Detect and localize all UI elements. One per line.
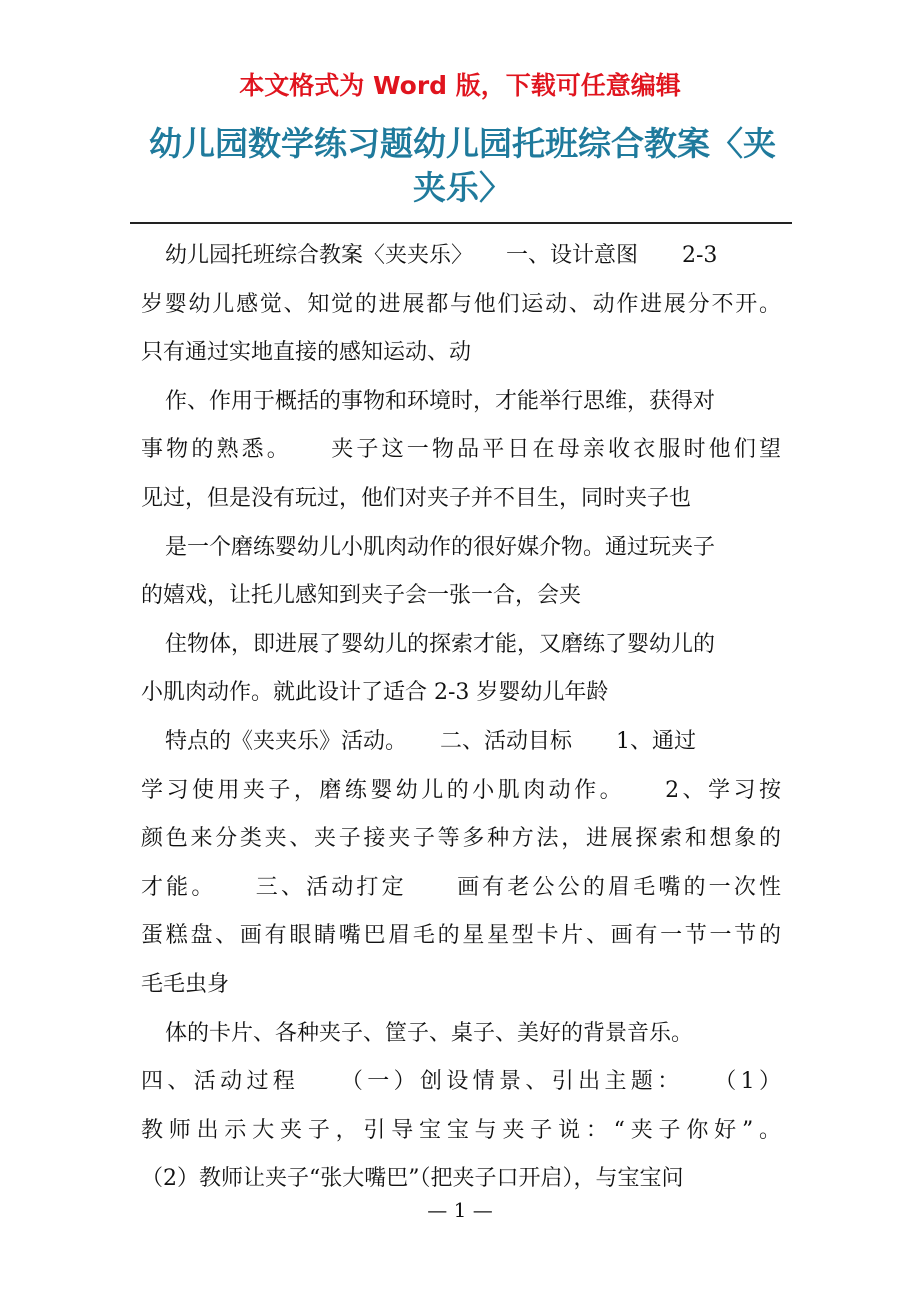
body-line: 毛毛虫身 (141, 971, 230, 997)
body-line: 见过，但是没有玩过，他们对夹子并不目生，同时夹子也 (141, 485, 692, 511)
document-body (141, 232, 781, 1204)
document-title: 幼儿园数学练习题幼儿园托班综合教案〈夹夹乐〉 (149, 124, 776, 207)
body-line: 四、活动过程 （一）创设情景、引出主题： （1） (141, 1069, 781, 1095)
body-line: 特点的《夹夹乐》活动。 二、活动目标 1、通过 (165, 728, 696, 754)
body-line: 的嬉戏，让托儿感知到夹子会一张一合，会夹 (141, 583, 582, 609)
body-line: 颜色来分类夹、夹子接夹子等多种方法，进展探索和想象的 (141, 826, 781, 852)
page-number: — 1 — (427, 1198, 493, 1222)
body-line: 学习使用夹子，磨练婴幼儿的小肌肉动作。 2、学习按 (141, 777, 781, 803)
body-line: 是一个磨练婴幼儿小肌肉动作的很好媒介物。通过玩夹子 (165, 534, 716, 560)
body-line: 教师出示大夹子，引导宝宝与夹子说：“夹子你好”。 (141, 1117, 781, 1143)
body-line: 岁婴幼儿感觉、知觉的进展都与他们运动、动作进展分不开。 (141, 291, 781, 317)
title-divider (130, 222, 792, 224)
format-notice: 本文格式为 Word 版，下载可任意编辑 (239, 71, 681, 100)
body-line: 幼儿园托班综合教案〈夹夹乐〉 一、设计意图 2-3 (165, 243, 718, 268)
body-line: （2）教师让夹子“张大嘴巴”（把夹子口开启），与宝宝问 (141, 1166, 684, 1192)
body-line: 只有通过实地直接的感知运动、动 (141, 340, 472, 366)
body-line: 才能。 三、活动打定 画有老公公的眉毛嘴的一次性 (141, 874, 781, 900)
body-line: 住物体，即进展了婴幼儿的探索才能，又磨练了婴幼儿的 (165, 631, 716, 657)
body-line: 作、作用于概括的事物和环境时，才能举行思维，获得对 (165, 388, 716, 414)
body-line: 体的卡片、各种夹子、筐子、桌子、美好的背景音乐。 (165, 1020, 694, 1046)
body-line: 事物的熟悉。 夹子这一物品平日在母亲收衣服时他们望 (141, 437, 781, 463)
body-line: 小肌肉动作。就此设计了适合 2-3 岁婴幼儿年龄 (141, 680, 609, 706)
body-line: 蛋糕盘、画有眼睛嘴巴眉毛的星星型卡片、画有一节一节的 (141, 923, 781, 949)
